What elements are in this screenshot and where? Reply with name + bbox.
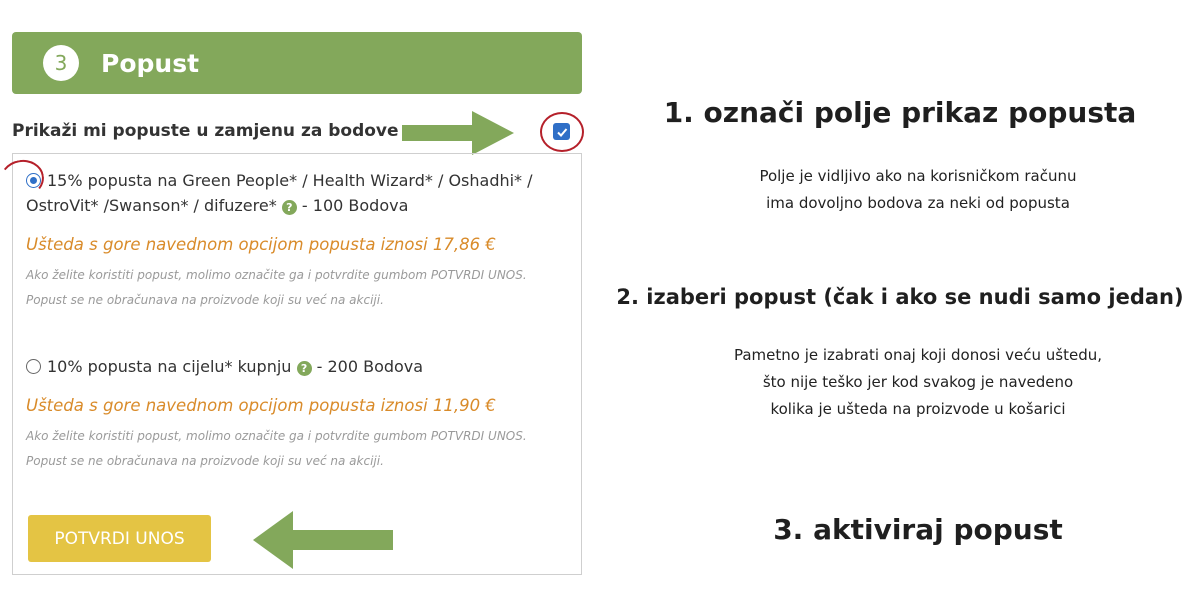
checkbox-highlight-circle bbox=[540, 112, 584, 152]
instruction-step-3-title: 3. aktiviraj popust bbox=[773, 513, 1063, 546]
arrow-right-icon bbox=[402, 111, 514, 155]
option-1-label[interactable]: 15% popusta na Green People* / Health Wizard* / Oshadhi* / bbox=[26, 168, 571, 193]
discount-option-1: 15% popusta na Green People* / Health Wizard* / Oshadhi* / OstroVit* /Swanson* / difuzere* ? - 100 Bodova Ušteda s gore navednom opcijom popusta iznosi 17,86 € Ako želite koristiti popust, molimo označite ga i potvrdite gumbom POTVRDI UNOS. Popust se ne obračunava na proizvode koji su već na akciji. bbox=[26, 168, 571, 313]
question-circle-icon[interactable]: ? bbox=[297, 361, 312, 376]
option-1-note: Ako želite koristiti popust, molimo označite ga i potvrdite gumbom POTVRDI UNOS. Popust se ne obračunava na proizvode koji su već na akciji. bbox=[26, 268, 527, 307]
show-discounts-label: Prikaži mi popuste u zamjenu za bodove bbox=[12, 121, 399, 141]
option-2-saving: Ušteda s gore navednom opcijom popusta iznosi 11,90 € bbox=[26, 396, 496, 415]
arrow-left-icon bbox=[253, 511, 393, 569]
option-2-note: Ako želite koristiti popust, molimo označite ga i potvrdite gumbom POTVRDI UNOS. Popust se ne obračunava na proizvode koji su već na akciji. bbox=[26, 429, 527, 468]
section-header bbox=[12, 32, 582, 94]
step-number-badge: 3 bbox=[43, 45, 79, 81]
option-1-saving: Ušteda s gore navednom opcijom popusta iznosi 17,86 € bbox=[26, 235, 496, 254]
instruction-step-2-desc: Pametno je izabrati onaj koji donosi veću uštedu, što nije teško jer kod svakog je navedeno kolika je ušteda na proizvode u košarici bbox=[733, 346, 1103, 418]
instruction-step-1-title: 1. označi polje prikaz popusta bbox=[663, 96, 1137, 129]
discount-option-2 bbox=[26, 354, 571, 474]
section-title: Popust bbox=[101, 48, 200, 78]
instruction-step-2-title: 2. izaberi popust (čak i ako se nudi samo jedan) bbox=[616, 285, 1184, 309]
confirm-button[interactable]: POTVRDI UNOS bbox=[28, 515, 211, 562]
option-2-radio[interactable] bbox=[26, 359, 41, 374]
question-circle-icon[interactable]: ? bbox=[282, 200, 297, 215]
option-2-label[interactable]: 10% popusta na cijelu* kupnju ? - 200 Bodova bbox=[26, 354, 571, 379]
instruction-step-1-desc: Polje je vidljivo ako na korisničkom računu ima dovoljno bodova za neki od popusta bbox=[759, 167, 1077, 212]
